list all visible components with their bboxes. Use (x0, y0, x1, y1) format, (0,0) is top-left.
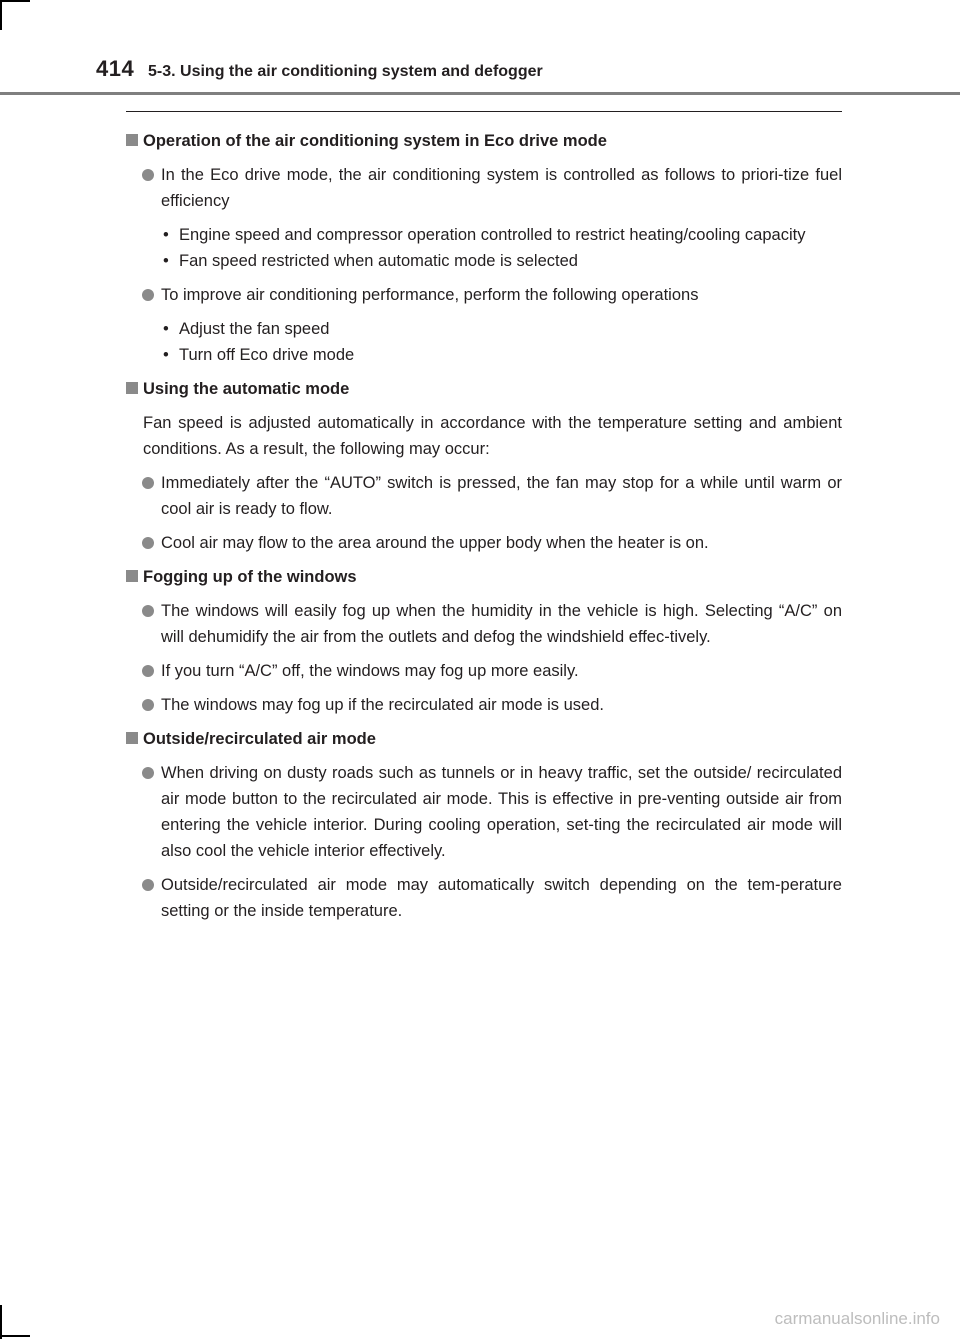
sub-list-item: • Adjust the fan speed (126, 316, 842, 342)
square-bullet-icon (126, 382, 138, 394)
square-bullet-icon (126, 570, 138, 582)
page-number: 414 (96, 56, 135, 81)
circle-bullet-icon (142, 169, 154, 181)
circle-bullet-icon (142, 699, 154, 711)
content-rule (126, 111, 842, 112)
circle-bullet-icon (142, 665, 154, 677)
list-item: When driving on dusty roads such as tunnels or in heavy traffic, set the outside/ recirculated air mode button to the recirculated air mode. This is effective in pre-venting outside air from entering the vehicle interior. During cooling operation, set-ting the recirculated air mode will also cool the vehicle interior effectively. (126, 760, 842, 864)
section-intro: Fan speed is adjusted automatically in accordance with the temperature setting and ambient conditions. As a result, the following may occur: (143, 414, 842, 458)
list-item: The windows will easily fog up when the humidity in the vehicle is high. Selecting “A/C” on will dehumidify the air from the outlets and defog the windshield effec-tively. (126, 598, 842, 650)
list-item: Cool air may flow to the area around the upper body when the heater is on. (126, 530, 842, 556)
page-content (126, 128, 842, 932)
circle-bullet-icon (142, 537, 154, 549)
header-rule (0, 92, 960, 95)
dot-marker-icon: • (163, 226, 169, 244)
circle-bullet-icon (142, 477, 154, 489)
square-bullet-icon (126, 732, 138, 744)
list-item: To improve air conditioning performance, perform the following operations (126, 282, 842, 308)
list-item: In the Eco drive mode, the air conditioning system is controlled as follows to priori-tize fuel efficiency (126, 162, 842, 214)
circle-bullet-icon (142, 605, 154, 617)
section-title: 5-3. Using the air conditioning system and defogger (148, 63, 543, 80)
list-item: Immediately after the “AUTO” switch is pressed, the fan may stop for a while until warm or cool air is ready to flow. (126, 470, 842, 522)
section-heading: Using the automatic mode (126, 376, 842, 402)
section-heading: Outside/recirculated air mode (126, 726, 842, 752)
watermark: carmanualsonline.info (774, 1309, 940, 1328)
dot-marker-icon: • (163, 252, 169, 270)
sub-list (126, 316, 842, 368)
circle-bullet-icon (142, 767, 154, 779)
list-item: If you turn “A/C” off, the windows may fog up more easily. (126, 658, 842, 684)
dot-marker-icon: • (163, 320, 169, 338)
crop-mark (0, 1335, 30, 1337)
list-item: Outside/recirculated air mode may automatically switch depending on the tem-perature setting or the inside temperature. (126, 872, 842, 924)
section-heading: Fogging up of the windows (126, 564, 842, 590)
sub-list-item: • Turn off Eco drive mode (126, 342, 842, 368)
sub-list-item: • Fan speed restricted when automatic mode is selected (126, 248, 842, 274)
page-header (0, 0, 960, 100)
section-heading: Operation of the air conditioning system in Eco drive mode (126, 128, 842, 154)
circle-bullet-icon (142, 879, 154, 891)
circle-bullet-icon (142, 289, 154, 301)
dot-marker-icon: • (163, 346, 169, 364)
crop-mark (0, 1305, 2, 1339)
sub-list-item: • Engine speed and compressor operation controlled to restrict heating/cooling capacity (126, 222, 842, 248)
square-bullet-icon (126, 134, 138, 146)
sub-list (126, 222, 842, 274)
list-item: The windows may fog up if the recirculated air mode is used. (126, 692, 842, 718)
